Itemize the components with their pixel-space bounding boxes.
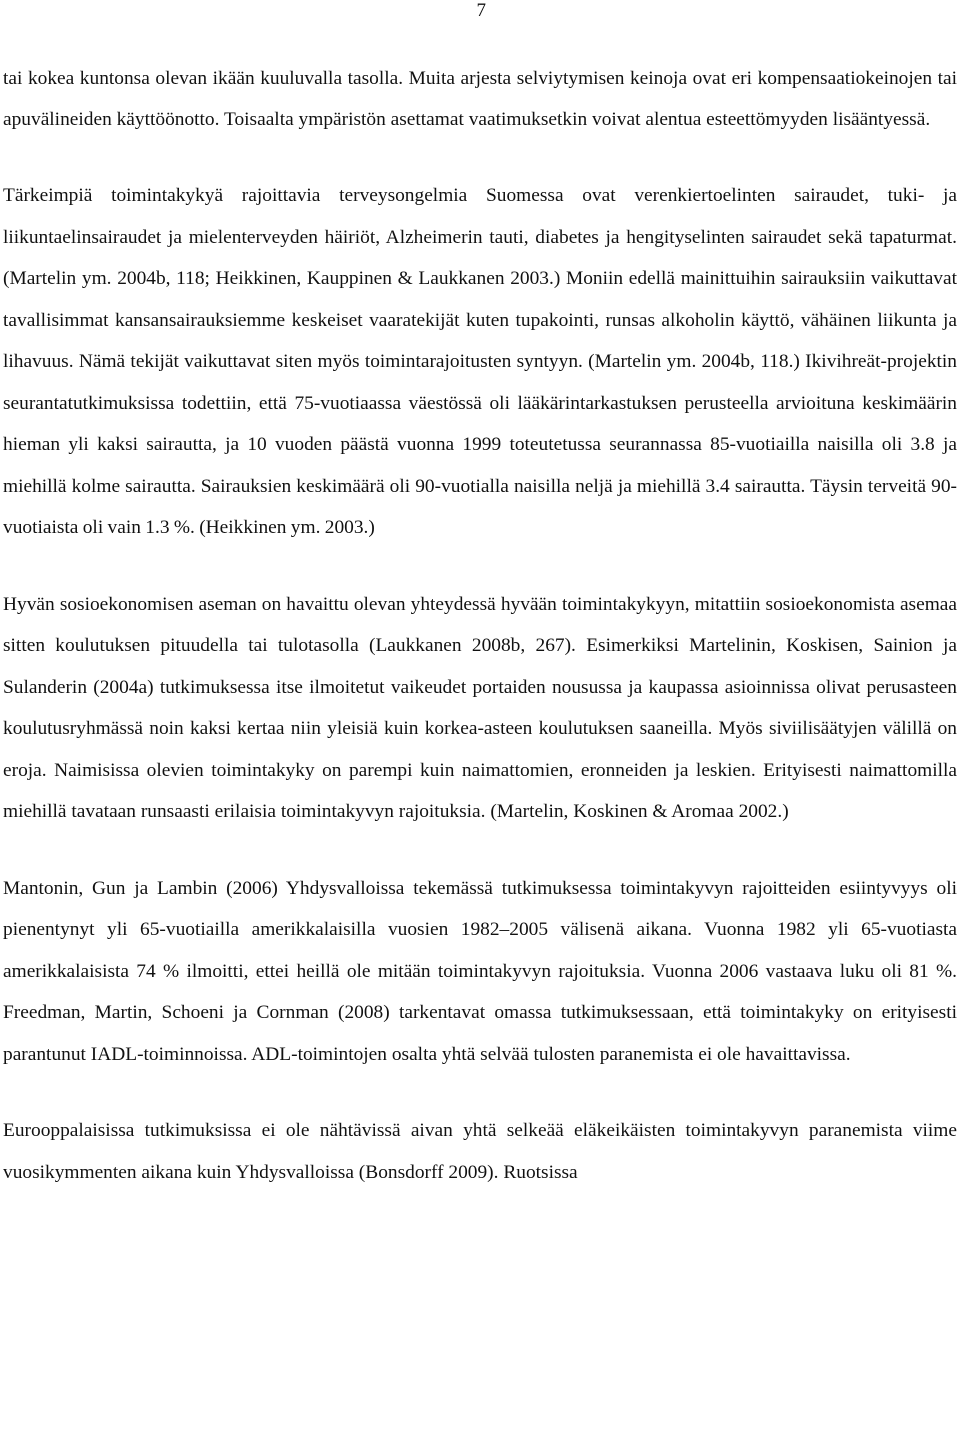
paragraph-2: Tärkeimpiä toimintakykyä rajoittavia terveysongelmia Suomessa ovat verenkiertoelinten sairaudet, tuki- ja liikuntaelinsairaudet ja mielenterveyden häiriöt, Alzheimerin tauti, diabetes ja hengityselinten sairaudet sekä tapaturmat. (Martelin ym. 2004b, 118; Heikkinen, Kauppinen & Laukkanen 2003.) Moniin edellä mainittuihin sairauksiin vaikuttavat tavallisimmat kansansairauksiemme keskeiset vaaratekijät kuten tupakointi, runsas alkoholin käyttö, vähäinen liikunta ja lihavuus. Nämä tekijät vaikuttavat siten myös toimintarajoitusten syntyyn. (Martelin ym. 2004b, 118.) Ikivihreät-projektin seurantatutkimuksissa todettiin, että 75-vuotiaassa väestössä oli lääkärintarkastuksen perusteella arvioituna keskimäärin hieman yli kaksi sairautta, ja 10 vuoden päästä vuonna 1999 toteutetussa seurannassa 85-vuotiailla naisilla oli 3.8 ja miehillä kolme sairautta. Sairauksien keskimäärä oli 90-vuotialla naisilla neljä ja miehillä 3.4 sairautta. Täysin terveitä 90-vuotiaista oli vain 1.3 %. (Heikkinen ym. 2003.) bbox=[3, 185, 957, 538]
paragraph-1: tai kokea kuntonsa olevan ikään kuuluvalla tasolla. Muita arjesta selviytymisen keinoja ovat eri kompensaatiokeinojen tai apuvälineiden käyttöönotto. Toisaalta ympäristön asettamat vaatimuksetkin voivat alentua esteettömyyden lisääntyessä. bbox=[3, 68, 957, 130]
paragraph-5: Eurooppalaisissa tutkimuksissa ei ole nähtävissä aivan yhtä selkeää eläkeikäisten toimintakyvyn paranemista viime vuosikymmenten aikana kuin Yhdysvalloissa (Bonsdorff 2009). Ruotsissa bbox=[3, 1120, 957, 1183]
page-number: 7 bbox=[476, 0, 486, 21]
document-body bbox=[3, 58, 957, 1193]
paragraph-3: Hyvän sosioekonomisen aseman on havaittu olevan yhteydessä hyvään toimintakykyyn, mitattiin sosioekonomista asemaa sitten koulutuksen pituudella tai tulotasolla (Laukkanen 2008b, 267). Esimerkiksi Martelinin, Koskisen, Sainion ja Sulanderin (2004a) tutkimuksessa itse ilmoitetut vaikeudet portaiden nousussa ja kaupassa asioinnissa olivat perusasteen koulutusryhmässä noin kaksi kertaa niin yleisiä kuin korkea-asteen koulutuksen saaneilla. Myös siviilisäätyjen välillä on eroja. Naimisissa olevien toimintakyky on parempi kuin naimattomien, eronneiden ja leskien. Erityisesti naimattomilla miehillä tavataan runsaasti erilaisia toimintakyvyn rajoituksia. (Martelin, Koskinen & Aromaa 2002.) bbox=[3, 593, 957, 822]
paragraph-4: Mantonin, Gun ja Lambin (2006) Yhdysvalloissa tekemässä tutkimuksessa toimintakyvyn rajoitteiden esiintyvyys oli pienentynyt yli 65-vuotiailla amerikkalaisilla vuosien 1982–2005 välisenä aikana. Vuonna 1982 yli 65-vuotiasta amerikkalaisista 74 % ilmoitti, ettei heillä ole mitään toimintakyvyn rajoituksia. Vuonna 2006 vastaava luku oli 81 %. Freedman, Martin, Schoeni ja Cornman (2008) tarkentavat omassa tutkimuksessaan, että toimintakyky on erityisesti parantunut IADL-toiminnoissa. ADL-toimintojen osalta yhtä selvää tulosten paranemista ei ole havaittavissa. bbox=[3, 877, 957, 1065]
